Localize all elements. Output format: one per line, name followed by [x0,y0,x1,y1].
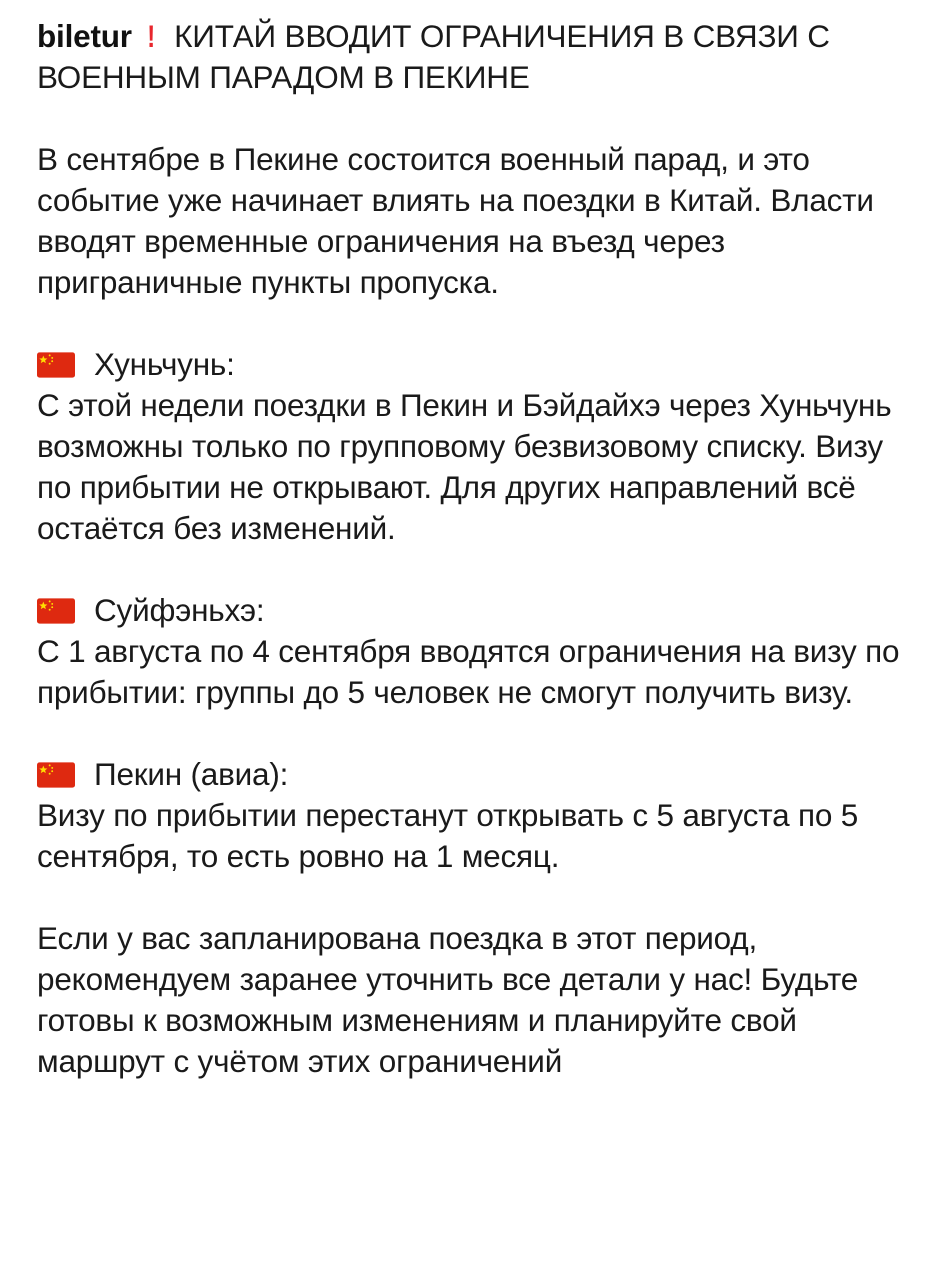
section-body: С этой недели поездки в Пекин и Бэйдайхэ через Хуньчунь возможны только по групповому безвизовому списку. Визу по прибытии не открывают. Для других направлений всё остаётся без изменений. [37,387,892,546]
china-flag-icon [37,762,75,788]
username-link[interactable]: biletur [37,18,132,54]
section-body: С 1 августа по 4 сентября вводятся ограничения на визу по прибытии: группы до 5 человек не смогут получить визу. [37,633,900,710]
post-caption [37,16,907,1082]
intro-paragraph: В сентябре в Пекине состоится военный парад, и это событие уже начинает влиять на поездки в Китай. Власти вводят временные ограничения на въезд через приграничные пункты пропуска. [37,141,874,300]
section-hunchun [37,344,907,549]
headline-text: КИТАЙ ВВОДИТ ОГРАНИЧЕНИЯ В СВЯЗИ С ВОЕННЫМ ПАРАДОМ В ПЕКИНЕ [37,18,830,95]
section-heading [37,590,907,631]
section-body: Визу по прибытии перестанут открывать с 5 августа по 5 сентября, то есть ровно на 1 месяц. [37,797,859,874]
section-suifenhe [37,590,907,713]
section-title: Пекин (авиа): [94,756,289,792]
exclamation-icon: ! [147,18,155,54]
section-heading [37,344,907,385]
china-flag-icon [37,598,75,624]
section-title: Хуньчунь: [94,346,235,382]
closing-paragraph: Если у вас запланирована поездка в этот период, рекомендуем заранее уточнить все детали у нас! Будьте готовы к возможным изменениям и планируйте свой маршрут с учётом этих ограничений [37,920,859,1079]
section-title: Суйфэньхэ: [94,592,265,628]
section-beijing-air [37,754,907,877]
china-flag-icon [37,352,75,378]
post-headline [37,16,907,98]
section-heading [37,754,907,795]
